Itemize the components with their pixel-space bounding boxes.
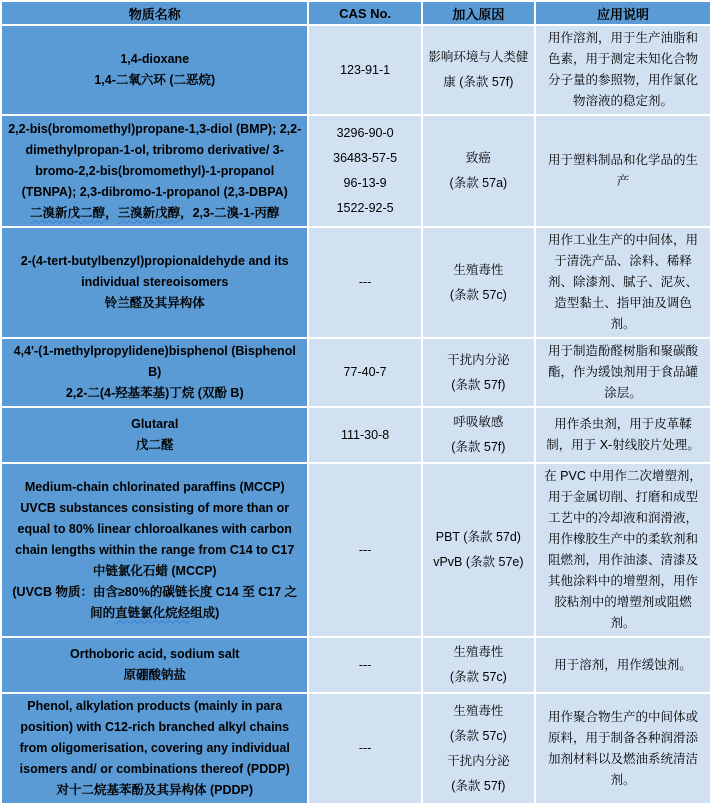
cas-number-cell [309,228,420,337]
substance-name-line [8,70,301,91]
name-text-segment: 2,2-bis(bromomethyl)propane-1,3-diol (BMP); 2,2-dimethylpropan-1-ol, tribromo derivative/ 3-bromo-2,2-bis(bromomethyl)-1-propanol (TBNPA); 2,3-dibromo-1-propanol (2,3-DBPA) [8,121,302,199]
name-text-segment: Orthoboric acid, sodium salt [69,647,240,661]
substance-name-line [8,414,301,435]
table-row [2,638,710,692]
application-cell [536,116,710,226]
cas-number: --- [358,657,372,672]
cas-number-cell [309,464,420,636]
reason-line: (条款 57f) [451,440,506,454]
cas-number: --- [358,741,372,755]
reason-cell [423,464,534,636]
name-text-segment: 4,4'-(1-methylpropylidene)bisphenol (Bisphenol B) [13,344,296,379]
cas-number-cell [309,408,420,462]
cas-number: 111-30-8 [341,427,390,442]
cas-number: 96-13-9 [343,176,387,190]
application-text: 用作溶剂，用于生产油脂和色素，用于测定未知化合物分子量的参照物，用作氯化物溶液的稳定剂。 [547,31,698,108]
application-text: 用作杀虫剂，用于皮革鞣制，用于 X-射线胶片处理。 [546,417,700,452]
cas-number-cell [309,694,420,803]
reason-cell [423,638,534,692]
substance-name-line [8,49,301,70]
reason-line: 致癌 [465,151,491,165]
reason-line: 生殖毒性 [453,645,504,659]
substance-name-cell [2,408,307,462]
cas-number: 36483-57-5 [333,151,398,165]
name-text-segment: Phenol, alkylation products (mainly in para position) with C12-rich branched alkyl chains from oligomerisation, covering any individual isomers and/ or combinations thereof (PDDP) [19,699,290,776]
table-header [2,2,710,24]
substance-name-line [8,435,301,456]
table-row [2,116,710,226]
table-row [2,464,710,636]
substance-name-line [8,665,301,686]
reason-line: 干扰内分泌 [447,753,510,768]
cas-number: 77-40-7 [343,365,387,379]
reason-line: (条款 57f) [451,778,506,793]
reason-line: 生殖毒性 [453,703,504,718]
reason-cell [423,26,534,114]
reason-line: (条款 57c) [449,670,507,684]
reason-line: PBT (条款 57d) [435,530,521,544]
cas-number-cell [309,638,420,692]
application-text: 在 PVC 中用作二次增塑剂，用于金属切削、打磨和成型工艺中的冷却液和润滑液，用作橡胶生产中的柔软剂和阻燃剂，用作油漆、清漆及其他涂料中的增塑剂，用作胶粘剂中的增塑剂或阻燃剂。 [544,469,702,630]
table-row [2,408,710,462]
spellcheck-underlined-text: 二溴新戊二醇 [30,205,106,220]
reason-line: (条款 57a) [449,176,508,190]
name-text-segment: 戊二醛 [135,438,174,452]
substance-name-line [8,582,301,624]
name-text-segment: 2-(4-tert-butylbenzyl)propionaldehyde and its individual stereoisomers [20,254,289,289]
name-text-segment: 组成) [190,605,220,620]
reason-cell [423,694,534,803]
substance-name-line [8,341,301,383]
name-text-segment: Glutaral [131,417,179,431]
reason-line: (条款 57f) [451,377,506,392]
cas-number-cell [309,26,420,114]
name-text-segment: 中链氯化石蜡 (MCCP) [92,563,217,578]
cas-number-cell [309,339,420,406]
reason-line: (条款 57c) [449,728,507,743]
table-row [2,694,710,803]
reason-line: 生殖毒性 [453,262,504,277]
header-cas-no: CAS No. [309,2,420,24]
application-cell [536,339,710,406]
cas-number: 3296-90-0 [336,126,394,140]
substance-name-cell [2,116,307,226]
name-text-segment: (UVCB 物质：由含≥80%的碳链长度 C14 至 C17 之间的 [12,584,298,620]
table-row [2,26,710,114]
substance-name-line [8,293,301,314]
reason-line: 干扰内分泌 [447,352,510,367]
reason-cell [423,228,534,337]
application-text: 用于溶剂，用作缓蚀剂。 [554,657,692,672]
application-text: 用于制造酚醛树脂和聚碳酸酯，作为缓蚀剂用于食品罐涂层。 [547,344,698,400]
application-text: 用于塑料制品和化学品的生产 [547,153,698,188]
name-text-segment: 对十二烷基苯酚及其异构体 (PDDP) [56,783,253,797]
application-cell [536,638,710,692]
spellcheck-underlined-text: 三溴新戊醇 [117,205,181,220]
header-application-notes: 应用说明 [536,2,710,24]
name-text-segment: 2,2-二(4-羟基苯基)丁烷 (双酚 B) [65,386,244,400]
substance-name-cell [2,228,307,337]
substance-name-line [8,780,301,801]
name-text-segment: 1,4-二氧六环 (二恶烷) [94,73,216,87]
application-text: 用作工业生产的中间体，用于清洗产品、涂料、稀释剂、除漆剂、腻子、泥灰、造型黏土、指甲油及调色剂。 [547,233,698,331]
reason-line: (条款 57c) [449,287,507,302]
application-text: 用作聚合物生产的中间体或原料，用于制备各种润滑添加剂材料以及燃油系统清洁剂。 [547,709,698,787]
header-row [2,2,710,24]
substance-name-line [8,203,301,224]
reason-line: 影响环境与人类健康 (条款 57f) [428,50,529,89]
cas-number-cell [309,116,420,226]
reason-line: vPvB (条款 57e) [433,555,524,569]
reason-cell [423,116,534,226]
name-text-segment: 1,4-dioxane [120,52,190,66]
cas-number: --- [358,275,372,289]
table-body [2,26,710,803]
header-substance-name: 物质名称 [2,2,307,24]
cas-number: --- [358,542,372,557]
substance-name-cell [2,339,307,406]
application-cell [536,228,710,337]
spellcheck-underlined-text: 直链氯化烷烃 [115,605,191,620]
application-cell [536,464,710,636]
substance-name-line [8,251,301,293]
reason-line: 呼吸敏感 [453,415,504,429]
name-text-segment: Medium-chain chlorinated paraffins (MCCP) [24,479,285,494]
table-row [2,228,710,337]
name-text-segment: UVCB substances consisting of more than or equal to 80% linear chloroalkanes with carbon chain lengths within the range from C14 to C17 [15,500,295,557]
substance-name-line [8,498,301,561]
cas-number: 123-91-1 [340,62,391,77]
application-cell [536,694,710,803]
substance-name-cell [2,26,307,114]
application-cell [536,408,710,462]
substance-name-cell [2,638,307,692]
substance-name-line [8,477,301,498]
substance-name-cell [2,464,307,636]
cas-number: 1522-92-5 [336,201,394,215]
substance-name-cell [2,694,307,803]
substance-name-line [8,561,301,582]
substance-name-line [8,383,301,404]
header-reason-added: 加入原因 [423,2,534,24]
substance-name-line [8,696,301,780]
name-text-segment: ， [105,205,118,220]
table-row [2,339,710,406]
name-text-segment: ，2,3-二溴-1-丙醇 [180,205,280,220]
name-text-segment: 铃兰醛及其异构体 [104,296,205,310]
substance-name-line [8,119,301,203]
application-cell [536,26,710,114]
name-text-segment: 原硼酸钠盐 [123,668,186,682]
substance-name-line [8,644,301,665]
reason-cell [423,339,534,406]
reason-cell [423,408,534,462]
